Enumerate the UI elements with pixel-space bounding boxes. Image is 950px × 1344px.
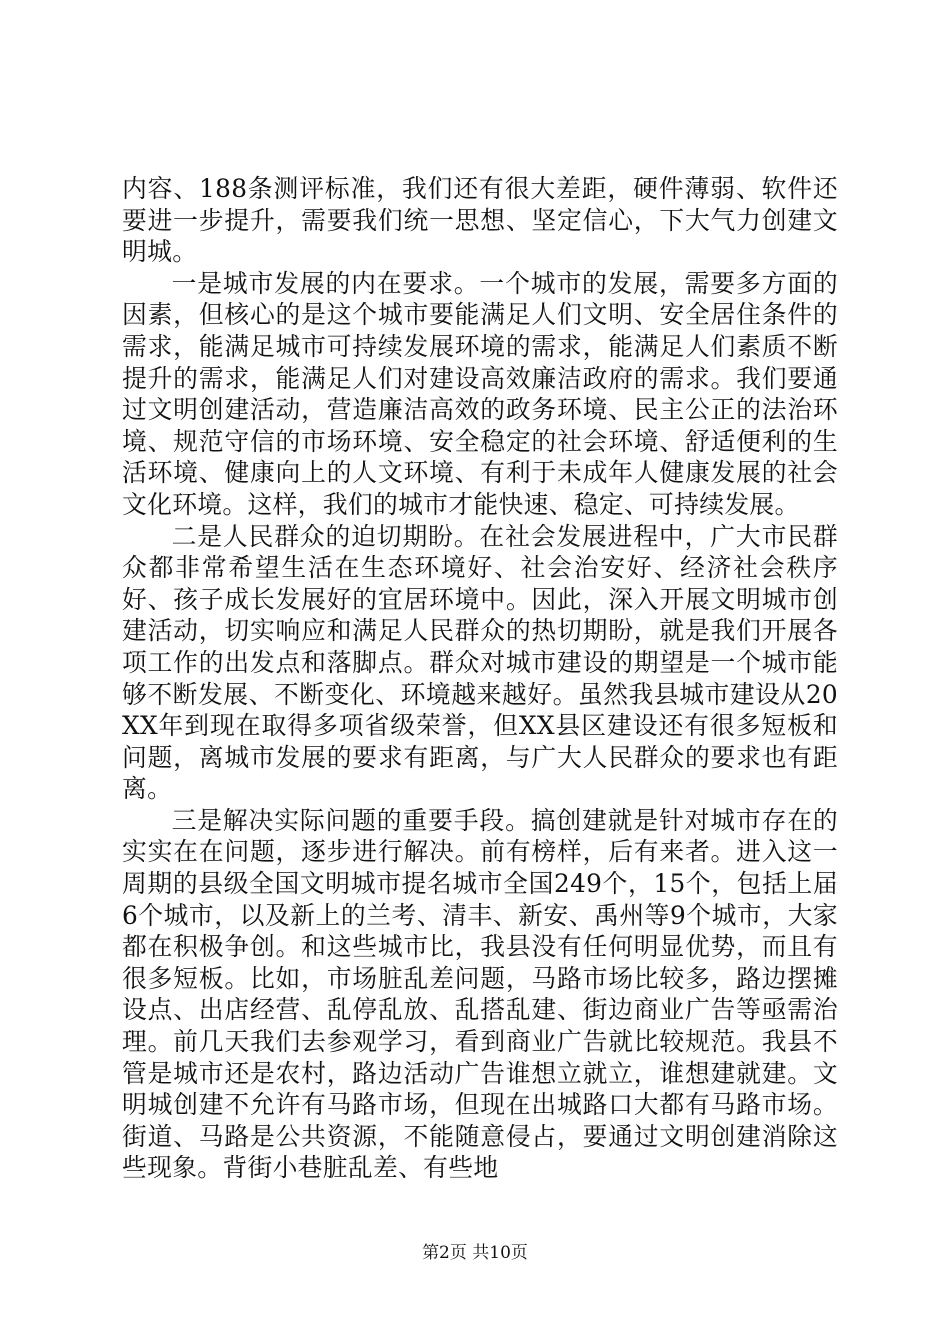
paragraph-continuation: 内容、188条测评标准，我们还有很大差距，硬件薄弱、软件还要进一步提升，需要我们统一思想、坚定信心，下大气力创建文明城。 bbox=[122, 174, 838, 267]
paragraph-practical-problems: 三是解决实际问题的重要手段。搞创建就是针对城市存在的实实在在问题，逐步进行解决。前有榜样，后有来者。进入这一周期的县级全国文明城市提名城市全国249个，15个，包括上届6个城市，以及新上的兰考、清丰、新安、禹州等9个城市，大家都在积极争创。和这些城市比，我县没有任何明显优势，而且有很多短板。比如，市场脏乱差问题，马路市场比较多，路边摆摊设点、出店经营、乱停乱放、乱搭乱建、街边商业广告等亟需治理。前几天我们去参观学习，看到商业广告就比较规范。我县不管是城市还是农村，路边活动广告谁想立就立，谁想建就建。文明城创建不允许有马路市场，但现在出城路口大都有马路市场。街道、马路是公共资源，不能随意侵占，要通过文明创建消除这些现象。背街小巷脏乱差、有些地 bbox=[122, 805, 838, 1183]
paragraph-public-expectation: 二是人民群众的迫切期盼。在社会发展进程中，广大市民群众都非常希望生活在生态环境好、社会治安好、经济社会秩序好、孩子成长发展好的宜居环境中。因此，深入开展文明城市创建活动，切实响应和满足人民群众的热切期盼，就是我们开展各项工作的出发点和落脚点。群众对城市建设的期望是一个城市能够不断发展、不断变化、环境越来越好。虽然我县城市建设从20XX年到现在取得多项省级荣誉，但XX县区建设还有很多短板和问题，离城市发展的要求有距离，与广大人民群众的要求也有距离。 bbox=[122, 521, 838, 804]
page-number-footer: 第2页 共10页 bbox=[422, 1243, 528, 1263]
document-body bbox=[122, 173, 838, 1184]
paragraph-city-development: 一是城市发展的内在要求。一个城市的发展，需要多方面的因素，但核心的是这个城市要能满足人们文明、安全居住条件的需求，能满足城市可持续发展环境的需求，能满足人们素质不断提升的需求，能满足人们对建设高效廉洁政府的需求。我们要通过文明创建活动，营造廉洁高效的政务环境、民主公正的法治环境、规范守信的市场环境、安全稳定的社会环境、舒适便利的生活环境、健康向上的人文环境、有利于未成年人健康发展的社会文化环境。这样，我们的城市才能快速、稳定、可持续发展。 bbox=[122, 268, 838, 519]
